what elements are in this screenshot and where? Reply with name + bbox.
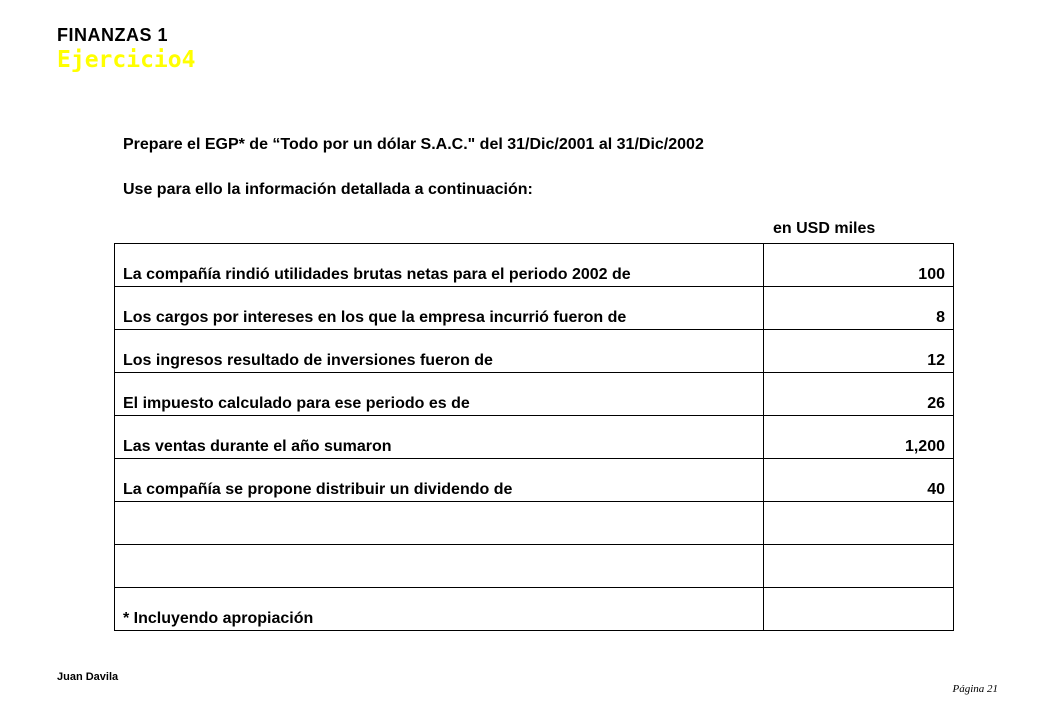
table-row-footnote [115,588,954,631]
table-row [115,244,954,287]
row-description: Los cargos por intereses en los que la empresa incurrió fueron de [115,287,764,330]
row-value: 12 [764,330,954,373]
table-row [115,330,954,373]
table-row [115,459,954,502]
table-row-empty [115,502,954,545]
table-row-empty [115,545,954,588]
data-table [114,243,954,631]
row-description: La compañía se propone distribuir un dividendo de [115,459,764,502]
row-value: 40 [764,459,954,502]
row-description: Las ventas durante el año sumaron [115,416,764,459]
row-value [764,588,954,631]
instruction-prepare: Prepare el EGP* de “Todo por un dólar S.A.C." del 31/Dic/2001 al 31/Dic/2002 [123,136,704,153]
exercise-title: Ejercicio4 [57,47,196,73]
row-value: 1,200 [764,416,954,459]
table-row [115,373,954,416]
page-number: Página 21 [952,683,998,695]
author-name: Juan Davila [57,671,119,683]
footnote-text: * Incluyendo apropiación [115,588,764,631]
row-description: Los ingresos resultado de inversiones fueron de [115,330,764,373]
instruction-use-info: Use para ello la información detallada a continuación: [123,181,533,198]
row-value [764,502,954,545]
row-value [764,545,954,588]
units-label: en USD miles [773,220,876,237]
table-row [115,287,954,330]
row-value: 100 [764,244,954,287]
row-value: 26 [764,373,954,416]
row-description [115,545,764,588]
course-title: FINANZAS 1 [57,25,169,45]
row-description: La compañía rindió utilidades brutas netas para el periodo 2002 de [115,244,764,287]
table-row [115,416,954,459]
row-value: 8 [764,287,954,330]
row-description: El impuesto calculado para ese periodo es de [115,373,764,416]
row-description [115,502,764,545]
